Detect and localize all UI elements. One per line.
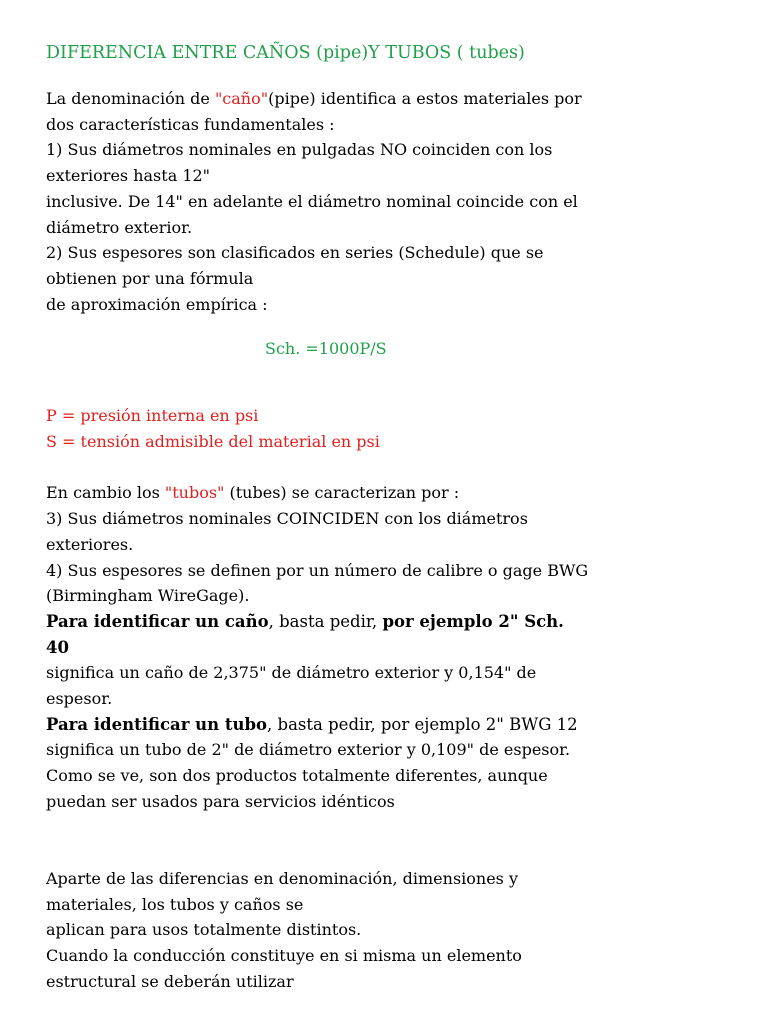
text-line: espesor. — [46, 689, 113, 709]
formula-definitions — [46, 403, 736, 454]
bold-span: por ejemplo 2" Sch. — [382, 611, 564, 631]
text-line: aplican para usos totalmente distintos. — [46, 920, 362, 940]
text-line: diámetro exterior. — [46, 217, 193, 237]
text-span: (pipe) identifica a estos materiales por — [268, 89, 582, 108]
text-line: Aparte de las diferencias en denominación, dimensiones y — [46, 868, 519, 888]
text-line: significa un caño de 2,375" de diámetro exterior y 0,154" de — [46, 663, 537, 683]
paragraph-tubos — [46, 480, 736, 814]
text-span: En cambio los — [46, 483, 165, 503]
document-page — [46, 40, 736, 994]
bold-span: 40 — [46, 637, 69, 657]
text-line: de aproximación empírica : — [46, 294, 268, 314]
text-line: 4) Sus espesores se definen por un número de calibre o gage BWG — [46, 560, 589, 580]
bold-span: Para identificar un tubo — [46, 714, 268, 734]
text-span: La denominación de — [46, 89, 215, 108]
paragraph-usos — [46, 866, 736, 995]
definition-s: S = tensión admisible del material en psi — [46, 432, 380, 452]
spacer — [46, 455, 736, 481]
text-line — [46, 86, 736, 112]
text-line: inclusive. De 14" en adelante el diámetro nominal coincide con el — [46, 191, 578, 211]
text-span: (tubes) se caracterizan por : — [224, 483, 460, 503]
text-line: puedan ser usados para servicios idénticos — [46, 791, 395, 811]
text-line — [46, 480, 736, 506]
paragraph-cano — [46, 86, 736, 317]
spacer — [46, 362, 736, 403]
text-line: obtienen por una fórmula — [46, 268, 254, 288]
text-line: significa un tubo de 2" de diámetro exterior y 0,109" de espesor. — [46, 740, 571, 760]
text-line: (Birmingham WireGage). — [46, 586, 250, 606]
text-span: , basta pedir, — [268, 611, 383, 631]
highlight-cano: "caño" — [214, 89, 269, 108]
text-line: 2) Sus espesores son clasificados en series (Schedule) que se — [46, 243, 544, 263]
definition-p: P = presión interna en psi — [46, 406, 259, 426]
text-line — [46, 712, 736, 738]
text-line: Como se ve, son dos productos totalmente diferentes, aunque — [46, 766, 548, 786]
text-line — [46, 635, 736, 661]
bold-span: Para identificar un caño — [46, 611, 269, 631]
text-line: exteriores. — [46, 534, 134, 554]
schedule-formula: Sch. =1000P/S — [265, 339, 387, 359]
text-span: , basta pedir, por ejemplo 2" BWG 12 — [267, 714, 578, 734]
text-line — [46, 609, 736, 635]
document-title: DIFERENCIA ENTRE CAÑOS (pipe)Y TUBOS ( tubes) — [46, 43, 525, 63]
highlight-tubos: "tubos" — [164, 483, 225, 503]
text-line: 1) Sus diámetros nominales en pulgadas NO coinciden con los — [46, 140, 553, 160]
spacer — [46, 815, 736, 866]
text-line: Cuando la conducción constituye en si misma un elemento — [46, 946, 522, 966]
text-line: materiales, los tubos y caños se — [46, 894, 304, 914]
text-line: estructural se deberán utilizar — [46, 971, 294, 991]
text-line: exteriores hasta 12" — [46, 166, 211, 186]
text-line: 3) Sus diámetros nominales COINCIDEN con los diámetros — [46, 509, 528, 529]
text-line: dos características fundamentales : — [46, 114, 335, 134]
